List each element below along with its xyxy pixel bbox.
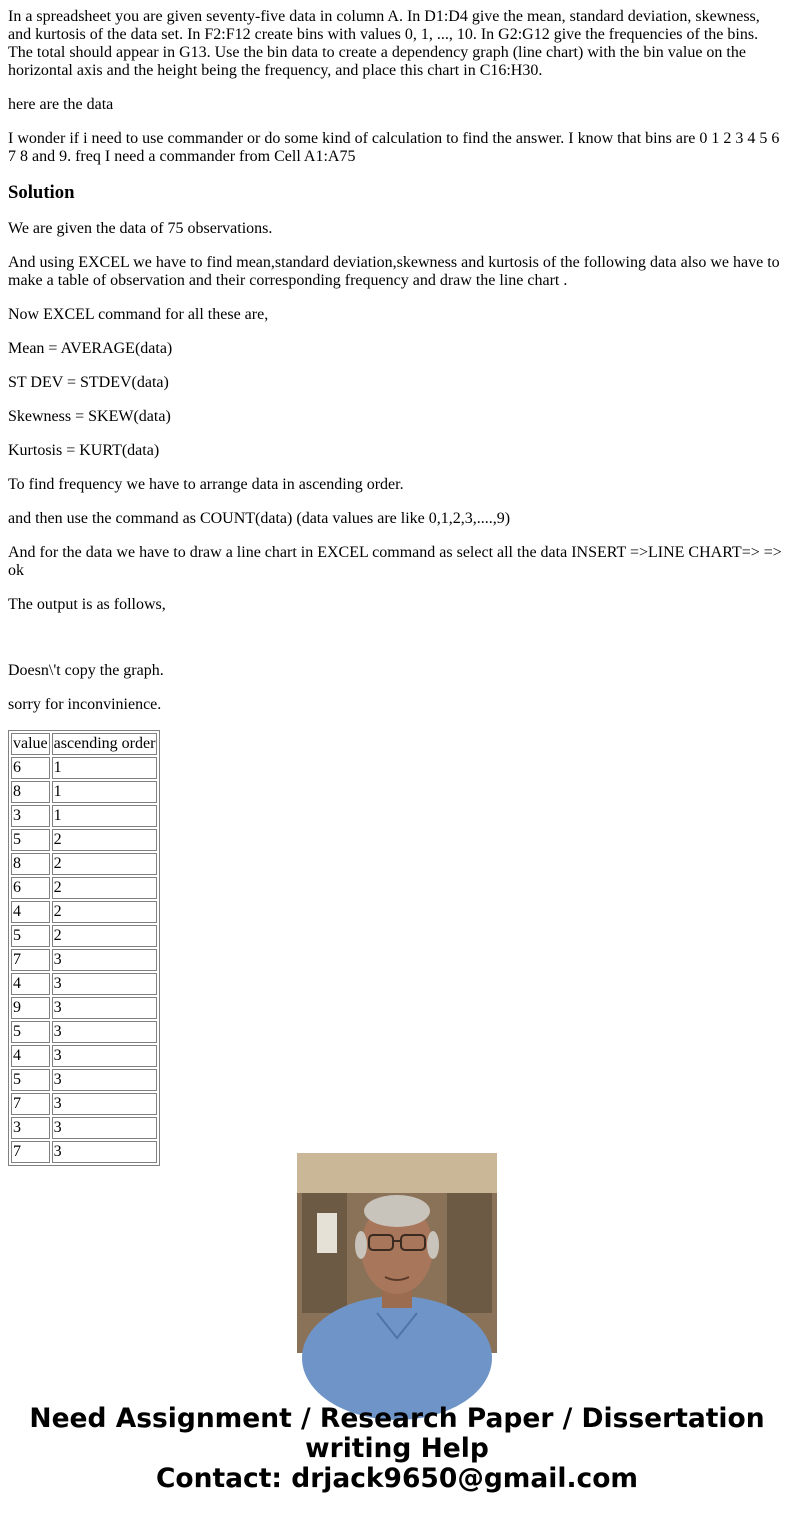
table-header-row xyxy=(11,733,157,755)
value-cell: 6 xyxy=(11,757,50,779)
table-row xyxy=(11,901,157,923)
ascending-order-cell: 3 xyxy=(52,1045,158,1067)
table-row xyxy=(11,829,157,851)
value-cell: 7 xyxy=(11,1093,50,1115)
table-header-cell: value xyxy=(11,733,50,755)
value-cell: 5 xyxy=(11,829,50,851)
banner-line-2: writing Help xyxy=(305,1433,489,1464)
question-paragraph: here are the data xyxy=(8,96,114,113)
missing-graph-placeholder xyxy=(8,630,786,662)
question-section xyxy=(8,8,786,166)
value-cell: 4 xyxy=(11,901,50,923)
banner-contact[interactable]: Contact: drjack9650@gmail.com xyxy=(155,1463,639,1494)
table-row xyxy=(11,1117,157,1139)
table-header-cell: ascending order xyxy=(52,733,158,755)
solution-heading: Solution xyxy=(8,182,75,203)
banner-line-1: Need Assignment / Research Paper / Dissertation xyxy=(29,1403,765,1434)
solution-notes xyxy=(8,662,786,714)
value-cell: 8 xyxy=(11,781,50,803)
ascending-order-cell: 3 xyxy=(52,1069,158,1091)
table-row xyxy=(11,757,157,779)
solution-paragraph: Now EXCEL command for all these are, xyxy=(8,306,269,323)
value-cell: 3 xyxy=(11,1117,50,1139)
ascending-order-cell: 3 xyxy=(52,997,158,1019)
solution-body xyxy=(8,220,786,614)
contact-banner xyxy=(0,1404,794,1494)
ascending-order-cell: 1 xyxy=(52,805,158,827)
table-row xyxy=(11,853,157,875)
value-cell: 9 xyxy=(11,997,50,1019)
ascending-order-cell: 1 xyxy=(52,781,158,803)
value-cell: 5 xyxy=(11,1069,50,1091)
ascending-order-cell: 2 xyxy=(52,901,158,923)
author-avatar xyxy=(297,1153,497,1353)
solution-paragraph: Mean = AVERAGE(data) xyxy=(8,340,173,357)
value-cell: 8 xyxy=(11,853,50,875)
value-cell: 4 xyxy=(11,1045,50,1067)
article-content xyxy=(8,8,786,1160)
table-row xyxy=(11,925,157,947)
solution-paragraph: ST DEV = STDEV(data) xyxy=(8,374,169,391)
table-row xyxy=(11,1141,157,1163)
ascending-order-cell: 2 xyxy=(52,853,158,875)
table-row xyxy=(11,1045,157,1067)
table-row xyxy=(11,973,157,995)
ascending-order-cell: 3 xyxy=(52,1021,158,1043)
table-row xyxy=(11,1093,157,1115)
ascending-order-cell: 1 xyxy=(52,757,158,779)
table-row xyxy=(11,997,157,1019)
solution-paragraph: and then use the command as COUNT(data) (data values are like 0,1,2,3,....,9) xyxy=(8,510,511,527)
solution-paragraph: And for the data we have to draw a line chart in EXCEL command as select all the data INSERT =>LINE CHART=> => ok xyxy=(8,544,782,579)
table-row xyxy=(11,1069,157,1091)
solution-paragraph: Kurtosis = KURT(data) xyxy=(8,442,160,459)
solution-paragraph: To find frequency we have to arrange data in ascending order. xyxy=(8,476,404,493)
solution-note: Doesn\'t copy the graph. xyxy=(8,662,164,679)
table-row xyxy=(11,1021,157,1043)
solution-paragraph: The output is as follows, xyxy=(8,596,166,613)
ascending-order-cell: 2 xyxy=(52,829,158,851)
value-cell: 4 xyxy=(11,973,50,995)
value-cell: 5 xyxy=(11,925,50,947)
solution-paragraph: And using EXCEL we have to find mean,standard deviation,skewness and kurtosis of the following data also we have to make a table of observation and their corresponding frequency and draw the line chart . xyxy=(8,254,780,289)
question-paragraph: I wonder if i need to use commander or do some kind of calculation to find the answer. I know that bins are 0 1 2 3 4 5 6 7 8 and 9. freq I need a commander from Cell A1:A75 xyxy=(8,130,780,165)
value-cell: 3 xyxy=(11,805,50,827)
ascending-order-cell: 2 xyxy=(52,877,158,899)
table-row xyxy=(11,781,157,803)
question-paragraph: In a spreadsheet you are given seventy-five data in column A. In D1:D4 give the mean, standard deviation, skewness, and kurtosis of the data set. In F2:F12 create bins with values 0, 1, ..., 10. In G2:G12 give the frequencies of the bins. The total should appear in G13. Use the bin data to create a dependency graph (line chart) with the bin value on the horizontal axis and the height being the frequency, and place this chart in C16:H30. xyxy=(8,8,760,79)
value-cell: 7 xyxy=(11,1141,50,1163)
value-cell: 7 xyxy=(11,949,50,971)
solution-paragraph: Skewness = SKEW(data) xyxy=(8,408,171,425)
ascending-order-cell: 3 xyxy=(52,973,158,995)
value-cell: 5 xyxy=(11,1021,50,1043)
solution-note: sorry for inconvinience. xyxy=(8,696,162,713)
ascending-order-cell: 3 xyxy=(52,1117,158,1139)
ascending-order-cell: 3 xyxy=(52,1093,158,1115)
data-table-viewport[interactable] xyxy=(8,730,786,1160)
table-row xyxy=(11,949,157,971)
table-row xyxy=(11,805,157,827)
ascending-order-cell: 3 xyxy=(52,1141,158,1163)
author-photo-icon xyxy=(297,1153,497,1353)
value-cell: 6 xyxy=(11,877,50,899)
table-row xyxy=(11,877,157,899)
ascending-order-cell: 3 xyxy=(52,949,158,971)
ascending-order-cell: 2 xyxy=(52,925,158,947)
data-table xyxy=(8,730,160,1166)
solution-paragraph: We are given the data of 75 observations. xyxy=(8,220,273,237)
